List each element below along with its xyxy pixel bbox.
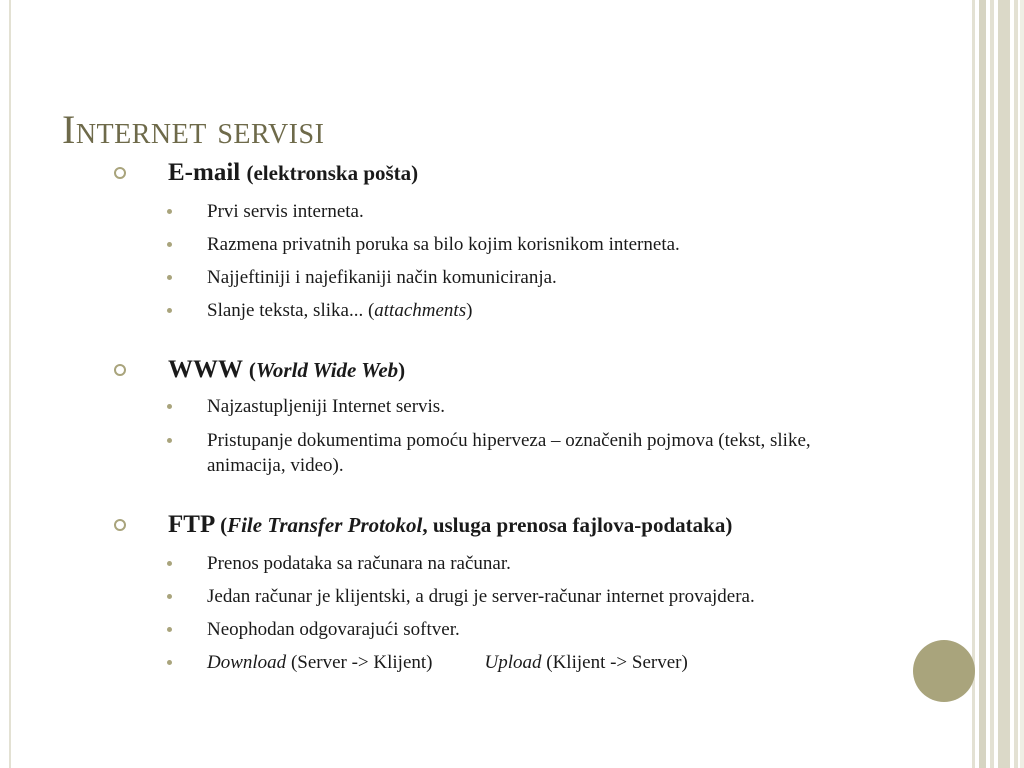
- decorative-circle: [913, 640, 975, 702]
- section-www-heading: WWW (World Wide Web): [168, 356, 405, 384]
- list-item: Najzastupljeniji Internet servis.: [207, 394, 445, 419]
- dot-bullet-icon: [167, 308, 172, 313]
- list-item-transfer: Download (Server -> Klijent) Upload (Klijent -> Server): [207, 650, 688, 675]
- list-item: Pristupanje dokumentima pomoću hiperveza – označenih pojmova (tekst, slike,: [207, 428, 811, 453]
- right-edge-stripes: [972, 0, 1024, 768]
- dot-bullet-icon: [167, 242, 172, 247]
- dot-bullet-icon: [167, 627, 172, 632]
- dot-bullet-icon: [167, 438, 172, 443]
- list-item-continuation: animacija, video).: [207, 455, 344, 476]
- list-item: Jedan računar je klijentski, a drugi je server-računar internet provajdera.: [207, 584, 755, 609]
- dot-bullet-icon: [167, 660, 172, 665]
- section-ftp-heading: FTP (File Transfer Protokol, usluga prenosa fajlova-podataka): [168, 511, 732, 539]
- list-item: Prvi servis interneta.: [207, 199, 364, 224]
- list-item: Neophodan odgovarajući softver.: [207, 617, 460, 642]
- dot-bullet-icon: [167, 209, 172, 214]
- dot-bullet-icon: [167, 561, 172, 566]
- circle-bullet-icon: [114, 519, 126, 531]
- circle-bullet-icon: [114, 364, 126, 376]
- slide-title: Internet servisi: [62, 107, 325, 152]
- list-item: Razmena privatnih poruka sa bilo kojim korisnikom interneta.: [207, 232, 680, 257]
- list-item: Prenos podataka sa računara na računar.: [207, 551, 511, 576]
- section-email-heading: E-mail (elektronska pošta): [168, 159, 418, 187]
- dot-bullet-icon: [167, 404, 172, 409]
- circle-bullet-icon: [114, 167, 126, 179]
- list-item: Slanje teksta, slika... (attachments): [207, 298, 472, 323]
- left-edge-line: [9, 0, 11, 768]
- dot-bullet-icon: [167, 275, 172, 280]
- dot-bullet-icon: [167, 594, 172, 599]
- list-item: Najjeftiniji i najefikaniji način komuniciranja.: [207, 265, 557, 290]
